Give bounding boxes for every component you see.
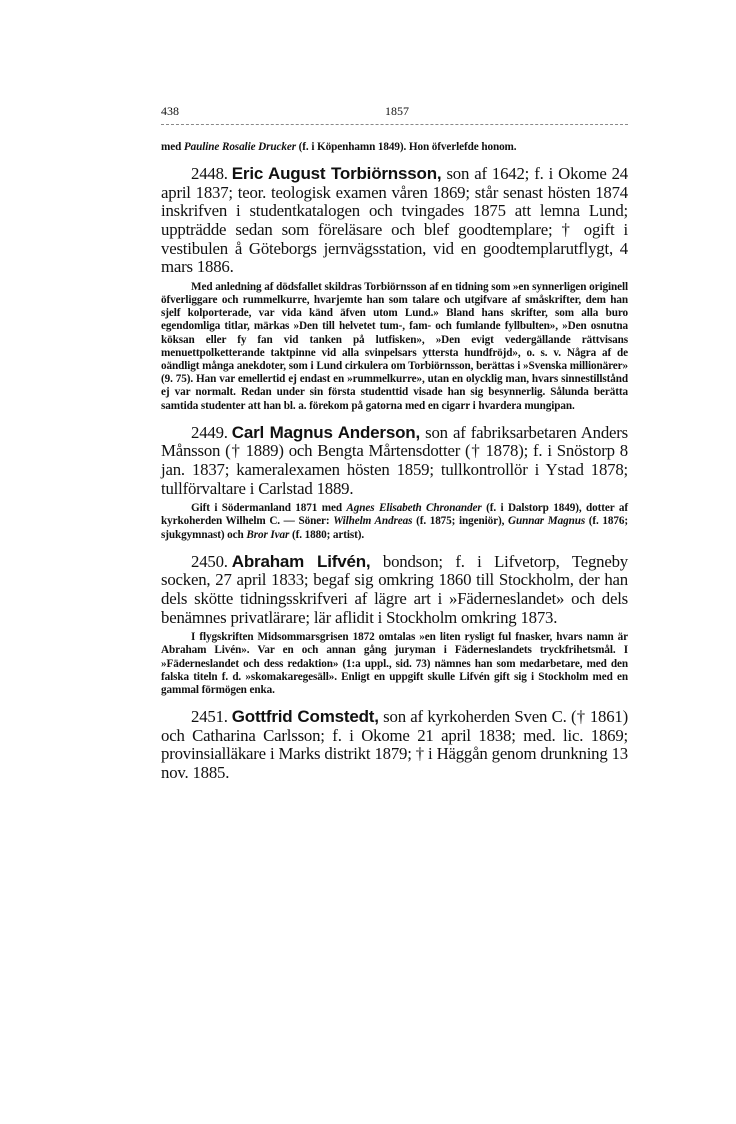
entry-number: 2449. [191,422,228,442]
intro-text: (f. i Köpenhamn 1849). Hon öfverlefde honom. [295,141,517,153]
entry-number: 2448. [191,164,228,184]
son-name: Gunnar Magnus [507,515,586,528]
entry-name: Abraham Lifvén, [231,551,371,571]
page-header [161,104,628,124]
son-name: Bror Ivar [246,528,290,541]
entry-name: Eric August Torbiörnsson, [231,164,442,184]
spouse-name: Agnes Elisabeth Chronander [346,502,482,515]
note-text: (f. 1880; artist). [289,528,365,541]
entry-2448 [161,165,628,277]
entry-text: son af 1642; f. i Okome 24 april 1837; teor. teologisk examen våren 1869; står senast hösten 1874 inskrifven i studentkatalogen och tvingades 1875 att lemna Lund; uppträdde sedan som föreläsare och blef goodtemplare; † ogift i vestibulen å Göteborgs jernvägsstation, vid en goodtemplarutflygt, 4 mars 1886. [161,164,629,277]
running-head-year: 1857 [385,104,409,118]
entry-2449 [161,424,628,498]
note-text: Gift i Södermanland 1871 med [191,502,347,515]
note-text: (f. i Dalstorp 1849), dotter af kyrkoherden Wilhelm C. — Söner: [161,502,628,528]
note-text: (f. 1876; sjukgymnast) och [161,515,628,541]
entry-text: son af fabriksarbetaren Anders Månsson († 1889) och Bengta Mårtensdotter († 1878); f. i Snöstorp 8 jan. 1837; kameralexamen hösten 1859; tullkontrollör i Ystad 1878; tullförvaltare i Carlstad 1889. [161,422,628,498]
entry-note [161,502,628,542]
header-rule [161,124,628,125]
spouse-name: Pauline Rosalie Drucker [183,141,296,153]
entry-note: I flygskriften Midsommarsgrisen 1872 omtalas »en liten rysligt ful fnasker, hvars namn är Abraham Livén». Var en och annan gång juryman i Fäderneslandets tryckfrihetsmål. I »Fäderneslandet och dess redaktion» (1:a uppl., sid. 73) nämnes han som medarbetare, med den falska titeln f. d. »skomakaregesäll». Enligt en uppgift skulle Lifvén gift sig i Stockholm med en gammal förmögen enka. [161,631,628,696]
page-number: 438 [161,104,179,118]
entry-2451 [161,708,628,782]
intro-paragraph [161,141,628,154]
entry-name: Gottfrid Comstedt, [231,707,379,727]
entry-2450 [161,553,628,627]
note-text: (f. 1875; ingeniör), [412,515,508,528]
intro-text: med [161,141,184,153]
entry-text: bondson; f. i Lifvetorp, Tegneby socken, 27 april 1833; begaf sig omkring 1860 till Stockholm, der han dels skötte tidningsskrifveri af lägre art i »Fäderneslandet» och dels benämnes privatlärare; lär aflidit i Stockholm omkring 1873. [161,551,628,627]
entry-note: Med anledning af dödsfallet skildras Torbiörnsson af en tidning som »en synnerligen originell öfverliggare och rummelkurre, hvarjemte han som talare och utgifvare af småskrifter, dem han sjelf kolporterade, var vida känd äfven utom Lund.» Bland hans skrifter, som alla buro egendomliga titlar, märkas »Den till helvetet tum-, fam- och fumlande fyllbulten», »Den osnutna köksan eller fy fan vid tanken på lutfisken», »Den evigt vedergällande rättvisans menuettpolketterande taktpinne vid alla svinpelsars yttersta hundfröjd», o. s. v. Några af de oändligt många anekdoter, som i Lund cirkulera om Torbiörnsson, berättas i »Svenska millionärer» (9. 75). Han var emellertid ej endast en »rummelkurre», utan en olycklig man, hvars sinnestillstånd ej var normalt. Redan under sin första studenttid visade han sig besynnerlig. Sålunda berättа samtida studenter att han bl. a. förekom på gatorna med en cigarr i hvardera mungipan. [161,280,628,412]
entry-text: son af kyrkoherden Sven C. († 1861) och Catharina Carlsson; f. i Okome 21 april 1838; med. lic. 1869; provinsialläkare i Marks distrikt 1879; † i Häggån genom drunkning 13 nov. 1885. [161,707,628,782]
entry-number: 2450. [191,551,228,571]
son-name: Wilhelm Andreas [333,515,413,528]
entry-name: Carl Magnus Anderson, [231,422,420,442]
entry-number: 2451. [191,707,228,727]
page [161,104,628,787]
